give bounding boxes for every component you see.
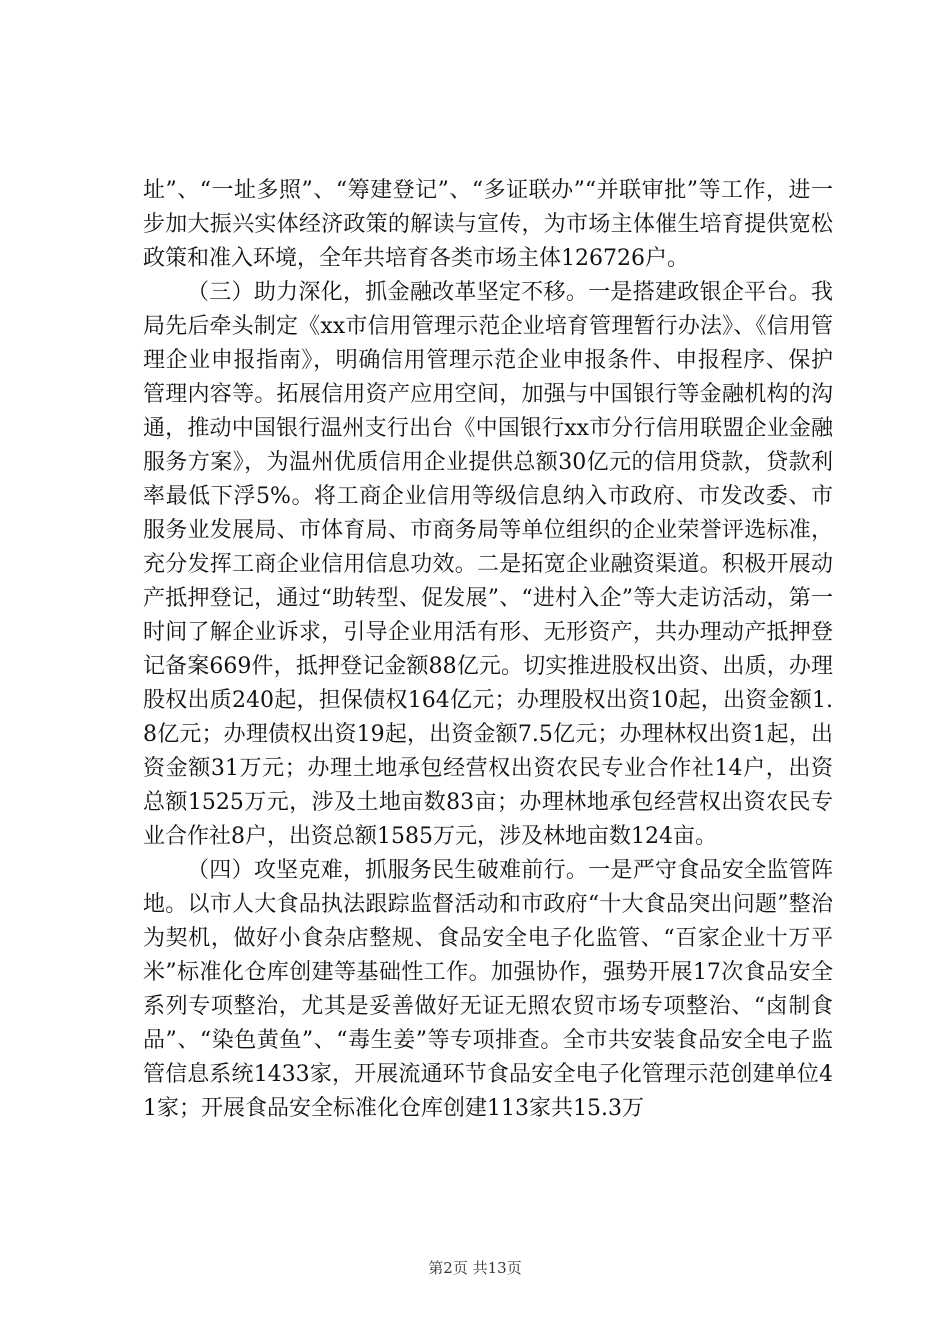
paragraph-1: 址”、“一址多照”、“筹建登记”、“多证联办”“并联审批”等工作，进一步加大振兴实体经济政策的解读与宣传，为市场主体催生培育提供宽松政策和准入环境，全年共培育各类市场主体126726户。 <box>143 178 833 271</box>
document-body <box>143 174 833 1126</box>
paragraph-2: （三）助力深化，抓金融改革坚定不移。一是搭建政银企平台。我局先后牵头制定《xx市信用管理示范企业培育管理暂行办法》、《信用管理企业申报指南》，明确信用管理示范企业申报条件、申报程序、保护管理内容等。拓展信用资产应用空间，加强与中国银行等金融机构的沟通，推动中国银行温州支行出台《中国银行xx市分行信用联盟企业金融服务方案》，为温州优质信用企业提供总额30亿元的信用贷款，贷款利率最低下浮5%。将工商企业信用等级信息纳入市政府、市发改委、市服务业发展局、市体育局、市商务局等单位组织的企业荣誉评选标准，充分发挥工商企业信用信息功效。二是拓宽企业融资渠道。积极开展动产抵押登记，通过“助转型、促发展”、“进村入企”等大走访活动，第一时间了解企业诉求，引导企业用活有形、无形资产，共办理动产抵押登记备案669件，抵押登记金额88亿元。切实推进股权出资、出质，办理股权出质240起，担保债权164亿元；办理股权出资10起，出资金额1.8亿元；办理债权出资19起，出资金额7.5亿元；办理林权出资1起，出资金额31万元；办理土地承包经营权出资农民专业合作社14户，出资总额1525万元，涉及土地亩数83亩；办理林地承包经营权出资农民专业合作社8户，出资总额1585万元，涉及林地亩数124亩。 <box>143 280 833 849</box>
page-footer: 第2页 共13页 <box>428 1259 522 1277</box>
paragraph-3: （四）攻坚克难，抓服务民生破难前行。一是严守食品安全监管阵地。以市人大食品执法跟踪监督活动和市政府“十大食品突出问题”整治为契机，做好小食杂店整规、食品安全电子化监管、“百家企业十万平米”标准化仓库创建等基础性工作。加强协作，强势开展17次食品安全系列专项整治，尤其是妥善做好无证无照农贸市场专项整治、“卤制食品”、“染色黄鱼”、“毒生姜”等专项排查。全市共安装食品安全电子监管信息系统1433家，开展流通环节食品安全电子化管理示范创建单位41家；开展食品安全标准化仓库创建113家共15.3万 <box>143 858 833 1121</box>
